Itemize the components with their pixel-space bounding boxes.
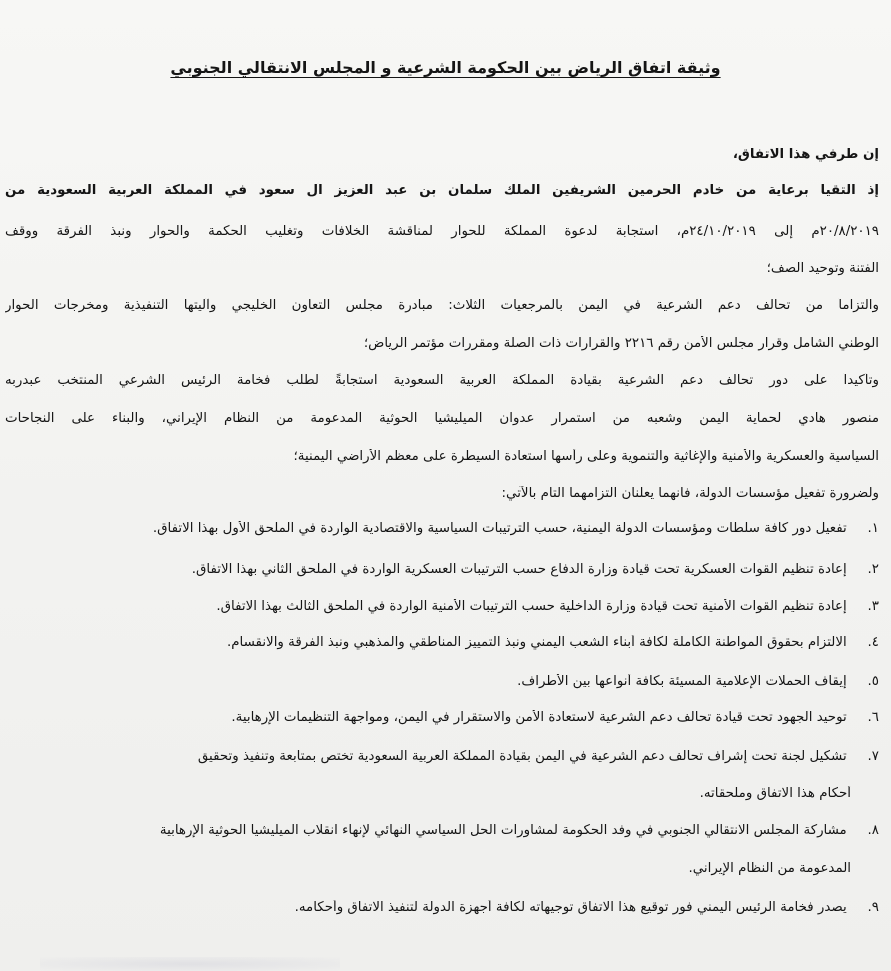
intro-line-8: منصور هادي لحماية اليمن وشعبه من استمرار عدوان الميليشيا الحوثية المدعومة من النظام الإيراني، والبناء على النجاحات (5, 411, 879, 426)
list-item-text: مشاركة المجلس الانتقالي الجنوبي في وفد الحكومة لمشاورات الحل السياسي النهائي لإنهاء انقلاب الميليشيا الحوثية الإرهابية (159, 823, 847, 838)
list-item-text: إيقاف الحملات الإعلامية المسيئة بكافة أنواعها بين الأطراف. (517, 674, 847, 689)
list-item-continuation: أحكام هذا الاتفاق وملحقاته. (699, 786, 851, 801)
list-item-continuation: المدعومة من النظام الإيراني. (688, 861, 851, 876)
list-item (5, 562, 879, 577)
list-item-text: يصدر فخامة الرئيس اليمني فور توقيع هذا الاتفاق توجيهاته لكافة أجهزة الدولة لتنفيذ الاتفاق وأحكامه. (294, 900, 847, 915)
list-item-number: ٣. (867, 599, 879, 614)
list-item-number: ٨. (867, 823, 879, 838)
list-item-number: ٩. (867, 900, 879, 915)
list-item (5, 674, 879, 689)
intro-line-2: إذ التقيا برعاية من خادم الحرمين الشريفين الملك سلمان بن عبد العزيز آل سعود في المملكة العربية السعودية من (5, 183, 879, 198)
list-item-text: إعادة تنظيم القوات الأمنية تحت قيادة وزارة الداخلية حسب الترتيبات الأمنية الواردة في الملحق الثالث بهذا الاتفاق. (216, 599, 847, 614)
list-item-number: ٧. (867, 749, 879, 764)
list-item (5, 749, 879, 764)
list-item (5, 599, 879, 614)
list-item-text: تفعيل دور كافة سلطات ومؤسسات الدولة اليمنية، حسب الترتيبات السياسية والاقتصادية الواردة في الملحق الأول بهذا الاتفاق. (152, 521, 847, 536)
intro-line-9: السياسية والعسكرية والأمنية والإغاثية والتنموية وعلى رأسها استعادة السيطرة على معظم الأراضي اليمنية؛ (293, 449, 879, 464)
intro-line-3: ٢٠/٨/٢٠١٩م إلى ٢٤/١٠/٢٠١٩م، استجابة لدعوة المملكة للحوار لمناقشة الخلافات وتغليب الحكمة والحوار ونبذ الفرقة ووقف (5, 224, 879, 239)
document-title-text: وثيقة اتفاق الرياض بين الحكومة الشرعية و المجلس الانتقالي الجنوبي (170, 58, 721, 77)
list-item (5, 710, 879, 725)
list-item-number: ٦. (867, 710, 879, 725)
list-item-text: الالتزام بحقوق المواطنة الكاملة لكافة أبناء الشعب اليمني ونبذ التمييز المناطقي والمذهبي ونبذ الفرقة والانقسام. (226, 635, 847, 650)
list-item (5, 823, 879, 838)
list-item (5, 635, 879, 650)
intro-line-1: إن طرفي هذا الاتفاق، (732, 147, 879, 162)
list-item (5, 900, 879, 915)
list-item-number: ٤. (867, 635, 879, 650)
intro-line-4: الفتنة وتوحيد الصف؛ (766, 261, 879, 276)
list-item-number: ١. (867, 521, 879, 536)
list-item-text: تشكيل لجنة تحت إشراف تحالف دعم الشرعية في اليمن بقيادة المملكة العربية السعودية تختص بمتابعة وتنفيذ وتحقيق (197, 749, 847, 764)
scan-smudge (40, 957, 340, 971)
document-title (0, 58, 891, 77)
intro-line-10: ولضرورة تفعيل مؤسسات الدولة، فانهما يعلنان التزامهما التام بالآتي: (501, 486, 879, 501)
list-item-number: ٥. (867, 674, 879, 689)
list-item (5, 521, 879, 536)
list-item-text: توحيد الجهود تحت قيادة تحالف دعم الشرعية لاستعادة الأمن والاستقرار في اليمن، ومواجهة التنظيمات الإرهابية. (231, 710, 847, 725)
list-item-text: إعادة تنظيم القوات العسكرية تحت قيادة وزارة الدفاع حسب الترتيبات العسكرية الواردة في الملحق الثاني بهذا الاتفاق. (191, 562, 847, 577)
list-item-number: ٢. (867, 562, 879, 577)
intro-line-5: والتزاماً من تحالف دعم الشرعية في اليمن بالمرجعيات الثلاث: مبادرة مجلس التعاون الخليجي وآليتها التنفيذية ومخرجات الحوار (5, 298, 879, 313)
intro-line-6: الوطني الشامل وقرار مجلس الأمن رقم ٢٢١٦ والقرارات ذات الصلة ومقررات مؤتمر الرياض؛ (363, 336, 879, 351)
intro-line-7: وتأكيداً على دور تحالف دعم الشرعية بقيادة المملكة العربية السعودية استجابةً لطلب فخامة الرئيس الشرعي المنتخب عبدربه (5, 373, 879, 388)
